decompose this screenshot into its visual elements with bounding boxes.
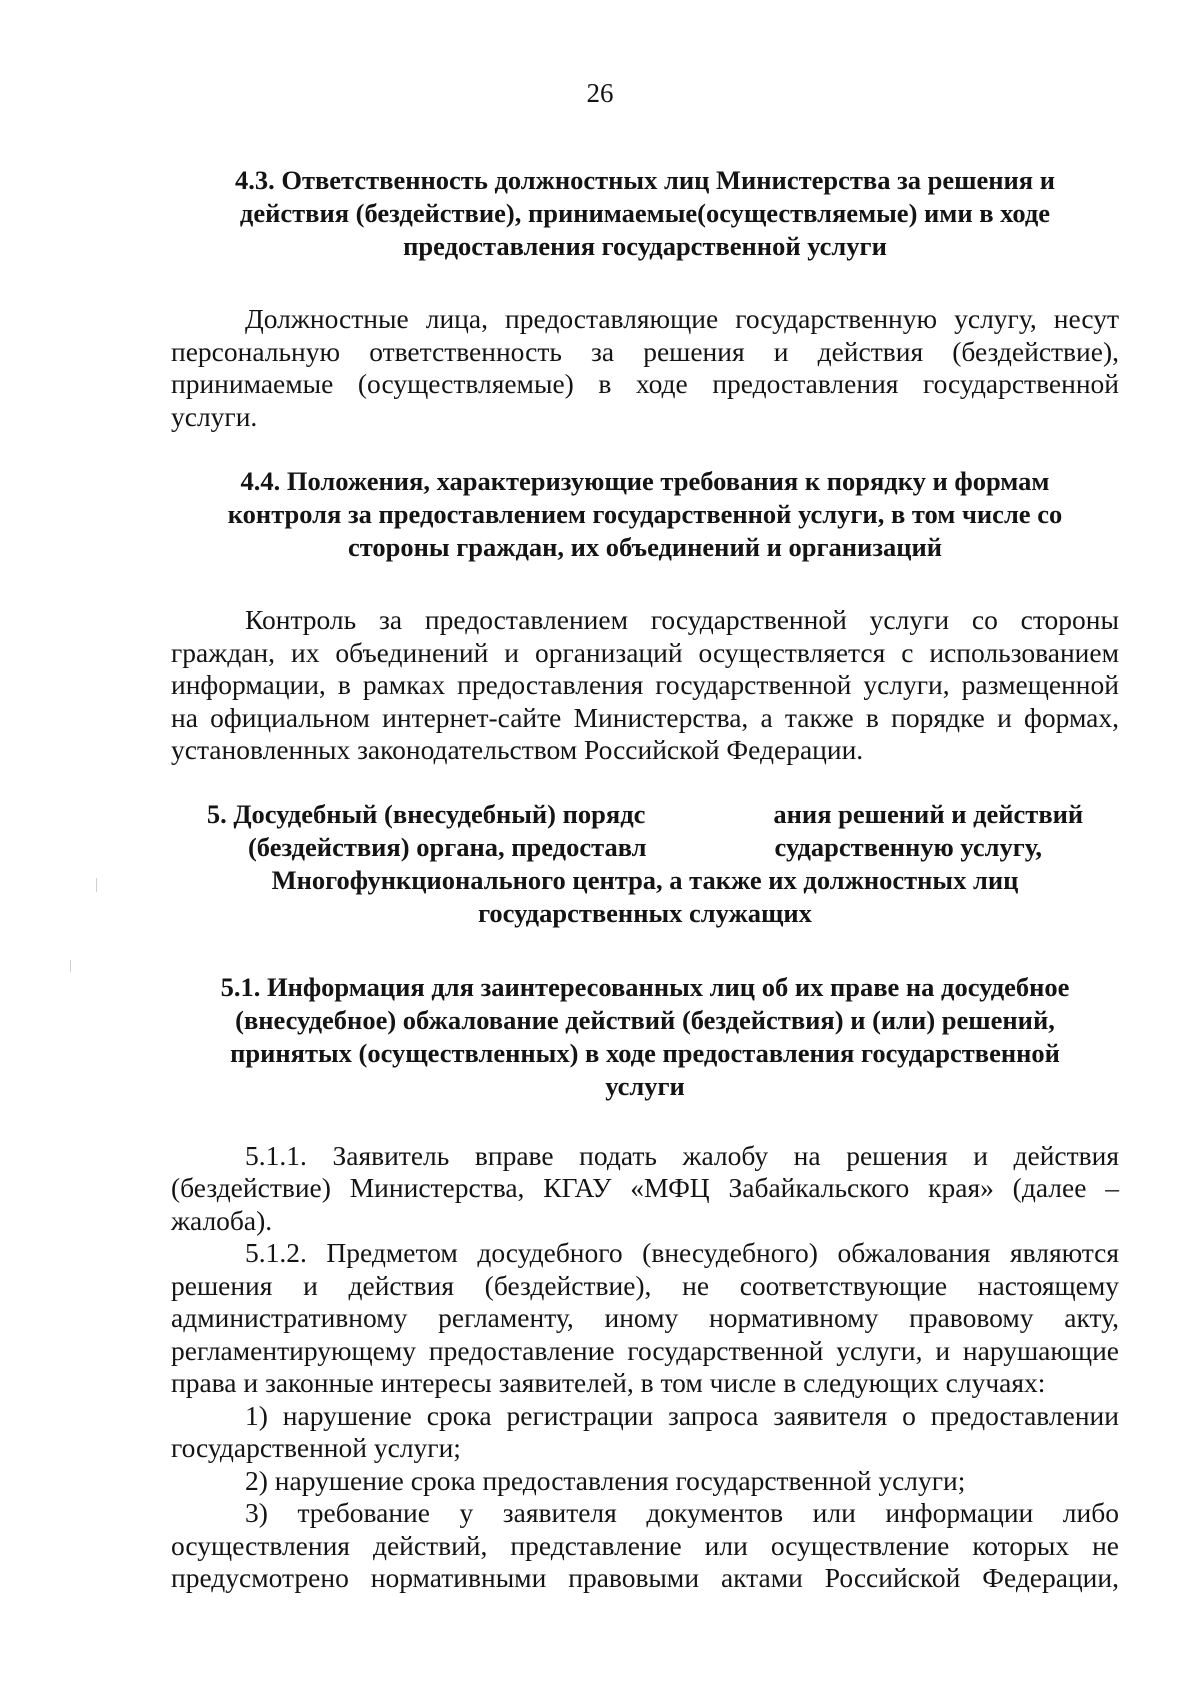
paragraph-line: 2) нарушение срока предоставления государственной услуги; bbox=[245, 1464, 966, 1496]
section-heading-5 bbox=[171, 798, 1119, 930]
paragraph-line: Контроль за предоставлением государственной услуги со стороны bbox=[245, 604, 1119, 635]
paragraph-line: Должностные лица, предоставляющие государственную услугу, несут bbox=[245, 303, 1119, 334]
paragraph-line: услуги. bbox=[171, 400, 258, 432]
heading-line: стороны граждан, их объединений и организаций bbox=[347, 532, 943, 562]
heading-line: предоставления государственной услуги bbox=[403, 231, 887, 261]
paragraph-line: государственной услуги; bbox=[171, 1432, 461, 1463]
list-item-1 bbox=[171, 1400, 1119, 1465]
heading-fragment: (бездействия) органа, предоставл bbox=[247, 831, 647, 862]
paragraph-line: (бездействие) Министерства, КГАУ «МФЦ Забайкальского края» (далее – bbox=[171, 1172, 1119, 1203]
heading-line: услуги bbox=[605, 1070, 685, 1101]
paragraph-line: предусмотрено нормативными правовыми актами Российской Федерации, bbox=[171, 1562, 1119, 1593]
page-number: 26 bbox=[586, 78, 614, 108]
section-heading-4-4 bbox=[171, 465, 1119, 564]
heading-line: (внесудебное) обжалование действий (бездействия) и (или) решений, bbox=[235, 1004, 1055, 1035]
paragraph-line: решения и действия (бездействие), не соответствующие настоящему bbox=[171, 1269, 1119, 1301]
paragraph-line: граждан, их объединений и организаций осуществляется с использованием bbox=[171, 636, 1119, 668]
paragraph-5-1-1 bbox=[171, 1140, 1119, 1238]
paragraph-line: жалоба). bbox=[171, 1204, 273, 1236]
paragraph-4-3 bbox=[171, 303, 1119, 433]
paragraph-line: принимаемые (осуществляемые) в ходе предоставления государственной bbox=[171, 368, 1119, 399]
heading-line: 4.4. Положения, характеризующие требования к порядку и формам bbox=[240, 466, 1050, 496]
paragraph-4-4 bbox=[171, 604, 1119, 767]
paragraph-line: 5.1.2. Предметом досудебного (внесудебного) обжалования являются bbox=[245, 1237, 1119, 1268]
heading-line: 5.1. Информация для заинтересованных лиц об их праве на досудебное bbox=[220, 971, 1070, 1002]
heading-line bbox=[171, 798, 1119, 831]
paragraph-line: права и законные интересы заявителей, в том числе в следующих случаях: bbox=[171, 1367, 1046, 1398]
heading-fragment: сударственную услугу, bbox=[774, 831, 1043, 862]
paragraph-line: установленных законодательством Российской Федерации. bbox=[171, 734, 864, 765]
heading-line bbox=[171, 831, 1119, 864]
scan-artifact-line bbox=[96, 878, 97, 892]
heading-fragment: 5. Досудебный (внесудебный) порядс bbox=[206, 798, 646, 829]
heading-line: контроля за предоставлением государственной услуги, в том числе со bbox=[227, 499, 1063, 529]
list-item-3 bbox=[171, 1497, 1119, 1595]
heading-line: 4.3. Ответственность должностных лиц Министерства за решения и bbox=[234, 165, 1055, 195]
paragraph-line: информации, в рамках предоставления государственной услуги, размещенной bbox=[171, 669, 1119, 700]
paragraph-5-1-2 bbox=[171, 1237, 1119, 1400]
paragraph-line: на официальном интернет-сайте Министерства, а также в порядке и формах, bbox=[171, 701, 1119, 733]
heading-line: принятых (осуществленных) в ходе предоставления государственной bbox=[230, 1037, 1060, 1068]
paragraph-line: административному регламенту, иному нормативному правовому акту, bbox=[171, 1302, 1119, 1333]
section-heading-5-1 bbox=[171, 971, 1119, 1103]
paragraph-line: персональную ответственность за решения и действия (бездействие), bbox=[171, 335, 1119, 367]
paragraph-line: регламентирующему предоставление государственной услуги, и нарушающие bbox=[171, 1334, 1119, 1366]
paragraph-line: осуществления действий, представление или осуществление которых не bbox=[171, 1529, 1119, 1561]
paragraph-line: 1) нарушение срока регистрации запроса заявителя о предоставлении bbox=[245, 1399, 1119, 1431]
heading-fragment: ания решений и действий bbox=[773, 798, 1084, 829]
heading-line: Многофункционального центра, а также их должностных лиц bbox=[271, 864, 1019, 895]
heading-line: действия (бездействие), принимаемые(осуществляемые) ими в ходе bbox=[239, 198, 1051, 228]
scan-artifact-line bbox=[70, 960, 71, 972]
heading-line: государственных служащих bbox=[478, 897, 812, 928]
paragraph-line: 5.1.1. Заявитель вправе подать жалобу на решения и действия bbox=[245, 1139, 1119, 1171]
list-item-2 bbox=[171, 1465, 1119, 1498]
section-heading-4-3 bbox=[171, 164, 1119, 263]
document-body bbox=[171, 164, 1119, 1595]
paragraph-line: 3) требование у заявителя документов или информации либо bbox=[245, 1497, 1119, 1528]
